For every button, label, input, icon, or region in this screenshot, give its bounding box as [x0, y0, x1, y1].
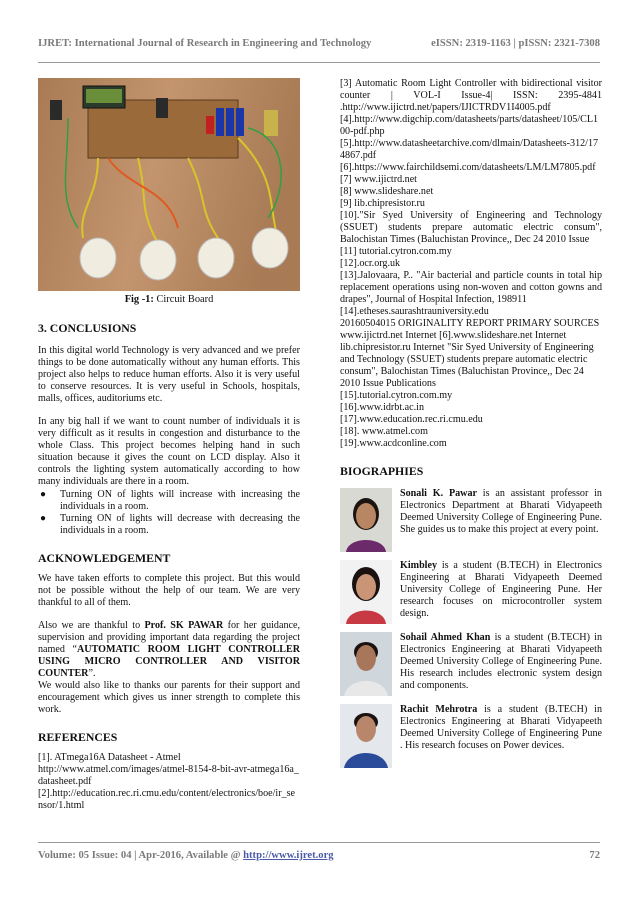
reference-item: [15].tutorial.cytron.com.my	[340, 390, 453, 401]
acknowledgement-paragraph-2: Also we are thankful to Prof. SK PAWAR for her guidance, supervision and providing important data regarding the project named “AUTOMATIC ROOM LIGHT CONTROLLER USING MICRO CONTROLLER AND VISITOR COUNTER”.	[38, 620, 300, 679]
author-photo	[340, 560, 392, 624]
references-list-right	[340, 78, 602, 450]
reference-item: http://www.atmel.com/images/atmel-8154-8-bit-avr-atmega16a_datasheet.pdf	[38, 764, 299, 787]
biography-entry: Sonali K. Pawar is an assistant professor in Electronics Department at Bharati Vidyapeeth Deemed University College of Engineering Pune. She guides us to make this project at every point.	[340, 488, 602, 560]
page-number: 72	[589, 850, 600, 861]
references-heading: REFERENCES	[38, 730, 118, 744]
acknowledgement-paragraph-1: We have taken efforts to complete this project. But this would not be possible without the help of our team. We are very thankful to all of them.	[38, 573, 300, 608]
reference-item: [17].www.education.rec.ri.cmu.edu	[340, 414, 483, 425]
reference-item: 20160504015 ORIGINALITY REPORT PRIMARY SOURCES www.ijictrd.net Internet [6].www.slideshare.net Internet lib.chipresistor.ru Internet "Sir Syed University of Engineering and Technology (SSUET) students prepare automatic electric consum", Balochistan Times (Baluchistan Province,, Dec 24 2010 Issue Publications	[340, 318, 600, 389]
header-rule	[38, 62, 600, 63]
author-photo	[340, 704, 392, 768]
right-column	[340, 78, 602, 776]
reference-item: [8] www.slideshare.net	[340, 186, 434, 197]
biography-entry: Sohail Ahmed Khan is a student (B.TECH) in Electronics Engineering at Bharati Vidyapeeth Deemed University College of Engineering Pune. His research includes electronic system design and components.	[340, 632, 602, 704]
running-header	[38, 38, 600, 56]
reference-item: [13].Jalovaara, P.. "Air bacterial and particle counts in total hip replacement operations using non-woven and cotton gowns and drapes", Journal of Hospital Infection, 198911	[340, 270, 602, 305]
reference-item: [1]. ATmega16A Datasheet - Atmel	[38, 752, 181, 763]
reference-item: [7] www.ijictrd.net	[340, 174, 417, 185]
reference-item: [5].http://www.datasheetarchive.com/dlmain/Datasheets-312/174867.pdf	[340, 138, 599, 161]
conclusions-bullet-list	[38, 489, 300, 537]
biography-entry: Kimbley is a student (B.TECH) in Electronics Engineering at Bharati Vidyapeeth Deemed University College of Engineering Pune. Her research focuses on microcontroller system design.	[340, 560, 602, 632]
list-item: ● Turning ON of lights will decrease with decreasing the individuals in a room.	[40, 513, 300, 536]
reference-item: [19].www.acdconline.com	[340, 438, 447, 449]
bullet-icon: ●	[40, 513, 47, 524]
reference-item: [14].etheses.saurashtrauniversity.edu	[340, 306, 489, 317]
journal-name: IJRET: International Journal of Research in Engineering and Technology	[38, 38, 372, 49]
reference-item: [3] Automatic Room Light Controller with bidirectional visitor counter | VOL-I Issue-4| ISSN: 2395-4841 .http://www.ijictrd.net/papers/IJICTRDV1I4005.pdf	[340, 78, 602, 113]
reference-item: [10]."Sir Syed University of Engineering and Technology (SSUET) students prepare automatic electric consum", Balochistan Times (Baluchistan Province,, Dec 24 2010 Issue	[340, 210, 602, 245]
acknowledgement-paragraph-3: We would also like to thanks our parents for their support and encouragement which gives us inner strength to complete this work.	[38, 680, 300, 715]
reference-item: [11] tutorial.cytron.com.my	[340, 246, 452, 257]
list-item: ● Turning ON of lights will increase with increasing the individuals in a room.	[40, 489, 300, 512]
issn: eISSN: 2319-1163 | pISSN: 2321-7308	[431, 38, 600, 49]
references-list-left	[38, 752, 300, 812]
volume-info: Volume: 05 Issue: 04 | Apr-2016, Available @ http://www.ijret.org	[38, 850, 334, 861]
author-photo	[340, 632, 392, 696]
footer-rule	[38, 842, 600, 843]
author-photo	[340, 488, 392, 552]
acknowledgement-heading: ACKNOWLEDGEMENT	[38, 551, 171, 565]
reference-item: [4].http://www.digchip.com/datasheets/parts/datasheet/105/CL100-pdf.php	[340, 114, 599, 137]
bullet-icon: ●	[40, 489, 47, 500]
running-footer	[38, 850, 600, 866]
left-column	[38, 78, 300, 812]
figure-caption: Fig -1: Circuit Board	[124, 294, 214, 305]
reference-item: [18]. www.atmel.com	[340, 426, 428, 437]
biographies-heading: BIOGRAPHIES	[340, 464, 424, 478]
conclusions-paragraph-1: In this digital world Technology is very advanced and we prefer things to be done automatically without any human efforts. This project also helps to reduce human efforts. Also it is very useful to conserve resources. It is very useful in Schools, hospitals, malls, offices, auditoriums etc.	[38, 345, 300, 404]
reference-item: [2].http://education.rec.ri.cmu.edu/content/electronics/boe/ir_sensor/1.html	[38, 788, 296, 811]
circuit-board-photo	[38, 78, 300, 291]
reference-item: [9] lib.chipresistor.ru	[340, 198, 425, 209]
reference-item: [6].https://www.fairchildsemi.com/datasheets/LM/LM7805.pdf	[340, 162, 596, 173]
reference-item: [16].www.idrbt.ac.in	[340, 402, 424, 413]
conclusions-heading: 3. CONCLUSIONS	[38, 321, 137, 335]
conclusions-paragraph-2: In any big hall if we want to count number of individuals it is very difficult as it results in congestion and disturbance to the whole Class. This project becomes helping hand in such situation because it gives the count on LCD display. Also it controls the lighting system automatically according to how many individuals are there in a room.	[38, 416, 300, 487]
reference-item: [12].ocr.org.uk	[340, 258, 401, 269]
journal-link[interactable]: http://www.ijret.org	[243, 850, 334, 861]
biography-entry: Rachit Mehrotra is a student (B.TECH) in Electronics Engineering at Bharati Vidyapeeth Deemed University College of Engineering Pune . His research focuses on Power devices.	[340, 704, 602, 776]
